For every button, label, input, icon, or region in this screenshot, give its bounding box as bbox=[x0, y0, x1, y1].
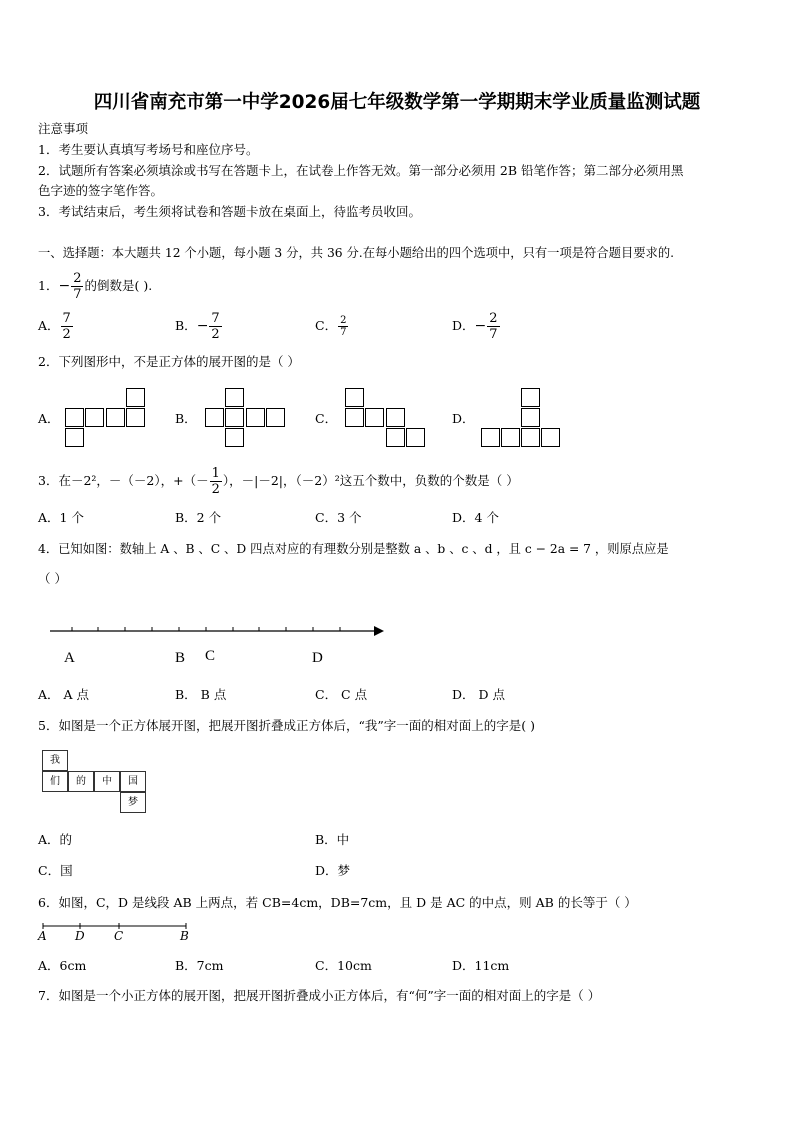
q2-option-c-label: C． bbox=[315, 411, 338, 426]
point-b-label: B bbox=[175, 650, 186, 666]
q1-minus: − bbox=[58, 278, 71, 294]
q4-option-d: D． D 点 bbox=[452, 687, 505, 702]
q6-option-d: D．11cm bbox=[452, 958, 510, 973]
option-fraction bbox=[209, 311, 221, 342]
net-cell: 的 bbox=[68, 771, 94, 792]
q1-option-c bbox=[315, 307, 349, 345]
q1-option-b bbox=[175, 307, 223, 345]
net-cell: 梦 bbox=[120, 792, 146, 813]
q3-option-c: C．3 个 bbox=[315, 510, 362, 525]
segment-label-a: A bbox=[38, 929, 47, 943]
segment-label-d: D bbox=[75, 929, 85, 943]
option-label: B． bbox=[175, 318, 197, 333]
notice-item: 3．考试结束后，考生须将试卷和答题卡放在桌面上，待监考员收回。 bbox=[38, 204, 421, 219]
q2-option-b-label: B． bbox=[175, 411, 197, 426]
question-4: 4．已知如图：数轴上 A 、B 、C 、D 四点对应的有理数分别是整数 a 、b 、c 、d ，且 c − 2a = 7 ，则原点应是 bbox=[38, 542, 669, 556]
segment-label-c: C bbox=[114, 929, 124, 943]
net-cell: 我 bbox=[42, 750, 68, 771]
q3-option-d: D．4 个 bbox=[452, 510, 499, 525]
frac-num: 7 bbox=[211, 310, 220, 326]
q4-option-a: A． A 点 bbox=[38, 687, 90, 702]
option-fraction bbox=[487, 311, 499, 342]
question-2: 2．下列图形中，不是正方体的展开图的是（ ） bbox=[38, 354, 300, 369]
q5-option-c: C．国 bbox=[38, 863, 73, 878]
question-5: 5．如图是一个正方体展开图，把展开图折叠成正方体后，“我”字一面的相对面上的字是( ) bbox=[38, 718, 535, 733]
q1-prefix: 1． bbox=[38, 278, 59, 293]
q1-fraction bbox=[71, 271, 83, 302]
number-line bbox=[45, 620, 390, 642]
q3-option-a: A．1 个 bbox=[38, 510, 84, 525]
question-7: 7．如图是一个小正方体的展开图，把展开图折叠成小正方体后，有“何”字一面的相对面上的字是（ ） bbox=[38, 988, 601, 1003]
page-title: 四川省南充市第一中学2026届七年级数学第一学期期末学业质量监测试题 bbox=[93, 92, 701, 113]
segment-label-b: B bbox=[180, 929, 189, 943]
q1-den: 7 bbox=[73, 286, 82, 302]
option-label: D． bbox=[452, 318, 475, 333]
q1-suffix: 的倒数是( ). bbox=[84, 278, 153, 293]
point-a-label: A bbox=[64, 650, 75, 666]
frac-den: 2 bbox=[62, 326, 71, 342]
q2-option-a-label: A． bbox=[38, 411, 60, 426]
q4-option-c: C． C 点 bbox=[315, 687, 368, 702]
q4-option-b: B． B 点 bbox=[175, 687, 227, 702]
frac-den: 2 bbox=[211, 326, 220, 342]
q2-option-d-label: D． bbox=[452, 411, 475, 426]
question-6: 6．如图，C，D 是线段 AB 上两点，若 CB=4cm，DB=7cm，且 D 是 AC 的中点，则 AB 的长等于（ ） bbox=[38, 895, 637, 910]
option-sign: − bbox=[474, 318, 487, 334]
q5-option-a: A．的 bbox=[38, 832, 73, 847]
net-cell: 国 bbox=[120, 771, 146, 792]
point-d-label: D bbox=[312, 650, 323, 666]
frac-num: 2 bbox=[489, 310, 498, 326]
question-3 bbox=[38, 462, 519, 500]
section-heading: 一、选择题：本大题共 12 个小题，每小题 3 分，共 36 分.在每小题给出的四个选项中，只有一项是符合题目要求的. bbox=[38, 246, 675, 260]
notice-item: 色字迹的签字笔作答。 bbox=[38, 183, 164, 198]
notice-item: 2．试题所有答案必须填涂或书写在答题卡上，在试卷上作答无效。第一部分必须用 2B 铅笔作答；第二部分必须用黑 bbox=[38, 163, 684, 178]
q6-option-b: B．7cm bbox=[175, 958, 224, 973]
frac-den: 7 bbox=[340, 326, 347, 338]
q3-fraction bbox=[210, 466, 222, 497]
frac-num: 2 bbox=[340, 314, 347, 326]
q1-option-d bbox=[452, 307, 501, 345]
frac-num: 1 bbox=[211, 465, 220, 481]
point-c-label: C bbox=[205, 648, 216, 664]
q6-option-a: A．6cm bbox=[38, 958, 87, 973]
option-label: A． bbox=[38, 318, 60, 333]
frac-num: 7 bbox=[62, 310, 71, 326]
question-1 bbox=[38, 268, 152, 304]
net-cell: 中 bbox=[94, 771, 120, 792]
q1-num: 2 bbox=[73, 270, 82, 286]
frac-den: 7 bbox=[489, 326, 498, 342]
notice-heading: 注意事项 bbox=[38, 121, 89, 136]
notice-item: 1．考生要认真填写考场号和座位序号。 bbox=[38, 142, 259, 157]
q6-option-c: C．10cm bbox=[315, 958, 372, 973]
option-fraction bbox=[338, 315, 348, 338]
q3-text-2: ），－|－2|，（－2）²这五个数中，负数的个数是（ ） bbox=[222, 473, 519, 488]
option-sign: − bbox=[196, 318, 209, 334]
q5-option-b: B．中 bbox=[315, 832, 350, 847]
q3-option-b: B．2 个 bbox=[175, 510, 222, 525]
option-label: C． bbox=[315, 318, 338, 333]
q3-text-1: 3．在－2²，－（－2），+（－ bbox=[38, 473, 209, 488]
net-cell: 们 bbox=[42, 771, 68, 792]
frac-den: 2 bbox=[211, 481, 220, 497]
q5-option-d: D．梦 bbox=[315, 863, 351, 878]
option-fraction bbox=[61, 311, 73, 342]
question-4-line2: （ ） bbox=[38, 571, 67, 586]
q1-option-a bbox=[38, 307, 74, 345]
